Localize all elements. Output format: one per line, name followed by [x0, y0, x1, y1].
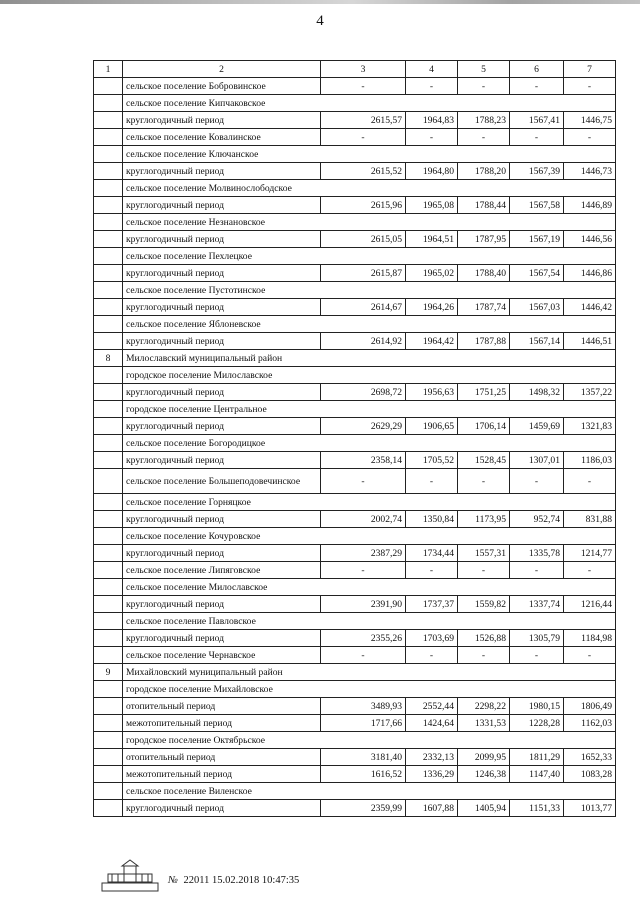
table-row [94, 630, 616, 647]
value-cell: 1173,95 [458, 511, 510, 528]
value-cell: 1405,94 [458, 800, 510, 817]
row-name-cell: сельское поселение Незнановское [123, 214, 616, 231]
row-name-cell: сельское поселение Бобровинское [123, 78, 321, 95]
tariff-table [93, 60, 616, 817]
value-cell: 1321,83 [564, 418, 616, 435]
row-index-cell [94, 749, 123, 766]
row-index-cell [94, 783, 123, 800]
row-index-cell [94, 469, 123, 494]
value-cell: 1350,84 [406, 511, 458, 528]
row-index-cell [94, 248, 123, 265]
row-index-cell: 8 [94, 350, 123, 367]
value-cell: 1013,77 [564, 800, 616, 817]
value-cell: 1787,74 [458, 299, 510, 316]
table-row [94, 800, 616, 817]
table-row [94, 732, 616, 749]
row-name-cell: круглогодичный период [123, 384, 321, 401]
value-cell: 1567,14 [510, 333, 564, 350]
value-cell: 1337,74 [510, 596, 564, 613]
row-name-cell: сельское поселение Горняцкое [123, 494, 616, 511]
value-cell: 1083,28 [564, 766, 616, 783]
document-registration [168, 875, 299, 892]
value-cell: 1162,03 [564, 715, 616, 732]
row-name-cell: сельское поселение Чернавское [123, 647, 321, 664]
value-cell: 1964,26 [406, 299, 458, 316]
value-cell: 1446,56 [564, 231, 616, 248]
row-index-cell [94, 384, 123, 401]
row-index-cell [94, 613, 123, 630]
value-cell: 1446,73 [564, 163, 616, 180]
value-cell: 1459,69 [510, 418, 564, 435]
value-cell: - [564, 78, 616, 95]
value-cell: 1424,64 [406, 715, 458, 732]
value-cell: 1446,42 [564, 299, 616, 316]
table-row [94, 681, 616, 698]
value-cell: - [458, 469, 510, 494]
value-cell: 2629,29 [321, 418, 406, 435]
row-index-cell [94, 435, 123, 452]
table-row [94, 596, 616, 613]
value-cell: 1216,44 [564, 596, 616, 613]
table-row [94, 562, 616, 579]
value-cell: - [458, 647, 510, 664]
value-cell: 2298,22 [458, 698, 510, 715]
value-cell: 2698,72 [321, 384, 406, 401]
row-index-cell [94, 112, 123, 129]
row-index-cell [94, 95, 123, 112]
row-name-cell: сельское поселение Кипчаковское [123, 95, 616, 112]
row-name-cell: Милославский муниципальный район [123, 350, 616, 367]
value-cell: 1788,20 [458, 163, 510, 180]
row-name-cell: сельское поселение Ковалинское [123, 129, 321, 146]
value-cell: 1980,15 [510, 698, 564, 715]
row-name-cell: сельское поселение Пехлецкое [123, 248, 616, 265]
value-cell: - [406, 78, 458, 95]
value-cell: - [564, 129, 616, 146]
value-cell: 1446,86 [564, 265, 616, 282]
value-cell: 1906,65 [406, 418, 458, 435]
row-index-cell [94, 545, 123, 562]
row-name-cell: отопительный период [123, 698, 321, 715]
value-cell: 1616,52 [321, 766, 406, 783]
row-name-cell: круглогодичный период [123, 163, 321, 180]
table-row [94, 401, 616, 418]
table-row [94, 545, 616, 562]
table-row [94, 452, 616, 469]
row-name-cell: круглогодичный период [123, 265, 321, 282]
row-index-cell [94, 681, 123, 698]
value-cell: 1214,77 [564, 545, 616, 562]
row-index-cell [94, 282, 123, 299]
value-cell: - [510, 129, 564, 146]
row-name-cell: отопительный период [123, 749, 321, 766]
value-cell: 1705,52 [406, 452, 458, 469]
value-cell: 1964,83 [406, 112, 458, 129]
header-cell: 4 [406, 61, 458, 78]
row-name-cell: круглогодичный период [123, 333, 321, 350]
table-row [94, 316, 616, 333]
row-index-cell: 9 [94, 664, 123, 681]
table-row [94, 78, 616, 95]
value-cell: 1557,31 [458, 545, 510, 562]
row-name-cell: межотопительный период [123, 766, 321, 783]
value-cell: 1331,53 [458, 715, 510, 732]
value-cell: 1717,66 [321, 715, 406, 732]
value-cell: 1956,63 [406, 384, 458, 401]
value-cell: - [510, 469, 564, 494]
value-cell: 1528,45 [458, 452, 510, 469]
row-name-cell: сельское поселение Милославское [123, 579, 616, 596]
value-cell: - [510, 78, 564, 95]
table-row [94, 333, 616, 350]
table-row [94, 613, 616, 630]
row-name-cell: круглогодичный период [123, 197, 321, 214]
value-cell: 1788,23 [458, 112, 510, 129]
table-row [94, 579, 616, 596]
table-row [94, 282, 616, 299]
row-index-cell [94, 78, 123, 95]
value-cell: 1184,98 [564, 630, 616, 647]
value-cell: 1567,58 [510, 197, 564, 214]
row-index-cell [94, 528, 123, 545]
table-row [94, 418, 616, 435]
row-name-cell: сельское поселение Богородицкое [123, 435, 616, 452]
value-cell: 1336,29 [406, 766, 458, 783]
value-cell: - [510, 562, 564, 579]
row-index-cell [94, 299, 123, 316]
table-row [94, 749, 616, 766]
table-row [94, 664, 616, 681]
value-cell: - [564, 469, 616, 494]
value-cell: 2002,74 [321, 511, 406, 528]
table-row [94, 698, 616, 715]
row-name-cell: городское поселение Милославское [123, 367, 616, 384]
value-cell: 1788,44 [458, 197, 510, 214]
table-row [94, 129, 616, 146]
value-cell: - [564, 562, 616, 579]
row-index-cell [94, 214, 123, 231]
value-cell: 2359,99 [321, 800, 406, 817]
value-cell: 1751,25 [458, 384, 510, 401]
value-cell: - [321, 647, 406, 664]
value-cell: 1446,51 [564, 333, 616, 350]
value-cell: 1147,40 [510, 766, 564, 783]
row-name-cell: Михайловский муниципальный район [123, 664, 616, 681]
table-row [94, 783, 616, 800]
value-cell: 1559,82 [458, 596, 510, 613]
value-cell: - [406, 647, 458, 664]
value-cell: 1357,22 [564, 384, 616, 401]
row-name-cell: сельское поселение Кочуровское [123, 528, 616, 545]
row-name-cell: сельское поселение Павловское [123, 613, 616, 630]
value-cell: 2615,05 [321, 231, 406, 248]
header-cell: 6 [510, 61, 564, 78]
row-index-cell [94, 766, 123, 783]
value-cell: 2615,57 [321, 112, 406, 129]
value-cell: - [321, 129, 406, 146]
row-index-cell [94, 163, 123, 180]
value-cell: - [321, 562, 406, 579]
table-row [94, 494, 616, 511]
row-index-cell [94, 418, 123, 435]
header-row [94, 61, 616, 78]
row-index-cell [94, 732, 123, 749]
row-name-cell: круглогодичный период [123, 231, 321, 248]
row-name-cell: круглогодичный период [123, 596, 321, 613]
row-index-cell [94, 596, 123, 613]
value-cell: 1964,51 [406, 231, 458, 248]
row-index-cell [94, 630, 123, 647]
value-cell: 1787,95 [458, 231, 510, 248]
row-index-cell [94, 265, 123, 282]
table-row [94, 214, 616, 231]
value-cell: 1964,42 [406, 333, 458, 350]
value-cell: 1335,78 [510, 545, 564, 562]
table-row [94, 95, 616, 112]
value-cell: 1734,44 [406, 545, 458, 562]
row-index-cell [94, 197, 123, 214]
row-name-cell: сельское поселение Виленское [123, 783, 616, 800]
value-cell: - [321, 469, 406, 494]
value-cell: - [321, 78, 406, 95]
table-row [94, 231, 616, 248]
table-row [94, 180, 616, 197]
row-index-cell [94, 800, 123, 817]
value-cell: 2552,44 [406, 698, 458, 715]
value-cell: 1706,14 [458, 418, 510, 435]
row-index-cell [94, 579, 123, 596]
row-name-cell: круглогодичный период [123, 418, 321, 435]
row-index-cell [94, 401, 123, 418]
value-cell: 3181,40 [321, 749, 406, 766]
value-cell: 2614,67 [321, 299, 406, 316]
row-index-cell [94, 146, 123, 163]
value-cell: 1787,88 [458, 333, 510, 350]
value-cell: 1965,02 [406, 265, 458, 282]
table-row [94, 766, 616, 783]
value-cell: 3489,93 [321, 698, 406, 715]
value-cell: 1567,41 [510, 112, 564, 129]
row-index-cell [94, 333, 123, 350]
value-cell: 1526,88 [458, 630, 510, 647]
value-cell: 1567,54 [510, 265, 564, 282]
header-cell: 2 [123, 61, 321, 78]
value-cell: 1652,33 [564, 749, 616, 766]
value-cell: - [458, 78, 510, 95]
value-cell: 1788,40 [458, 265, 510, 282]
table-row [94, 197, 616, 214]
value-cell: 831,88 [564, 511, 616, 528]
row-index-cell [94, 647, 123, 664]
value-cell: 1737,37 [406, 596, 458, 613]
value-cell: - [510, 647, 564, 664]
row-index-cell [94, 452, 123, 469]
value-cell: 1703,69 [406, 630, 458, 647]
value-cell: - [564, 647, 616, 664]
row-index-cell [94, 180, 123, 197]
row-name-cell: сельское поселение Липяговское [123, 562, 321, 579]
value-cell: 1567,39 [510, 163, 564, 180]
value-cell: 2358,14 [321, 452, 406, 469]
value-cell: - [458, 129, 510, 146]
table-row [94, 248, 616, 265]
row-index-cell [94, 231, 123, 248]
value-cell: 1964,80 [406, 163, 458, 180]
row-name-cell: сельское поселение Большеподовечинское [123, 469, 321, 494]
value-cell: 1811,29 [510, 749, 564, 766]
number-sign: № [168, 875, 178, 886]
value-cell: 1965,08 [406, 197, 458, 214]
document-timestamp: 15.02.2018 10:47:35 [212, 875, 300, 886]
value-cell: - [406, 562, 458, 579]
header-cell: 1 [94, 61, 123, 78]
table-row [94, 469, 616, 494]
value-cell: 2615,87 [321, 265, 406, 282]
row-name-cell: круглогодичный период [123, 545, 321, 562]
row-name-cell: сельское поселение Молвинослободское [123, 180, 616, 197]
table-row [94, 299, 616, 316]
value-cell: 2099,95 [458, 749, 510, 766]
value-cell: 1446,89 [564, 197, 616, 214]
row-name-cell: круглогодичный период [123, 630, 321, 647]
table-row [94, 528, 616, 545]
row-name-cell: круглогодичный период [123, 511, 321, 528]
value-cell: 1246,38 [458, 766, 510, 783]
row-name-cell: межотопительный период [123, 715, 321, 732]
value-cell: 2355,26 [321, 630, 406, 647]
page-number: 4 [316, 13, 324, 29]
table-row [94, 146, 616, 163]
value-cell: 1498,32 [510, 384, 564, 401]
row-index-cell [94, 511, 123, 528]
scan-edge-noise [0, 0, 640, 4]
table-row [94, 715, 616, 732]
row-name-cell: круглогодичный период [123, 299, 321, 316]
value-cell: - [406, 129, 458, 146]
value-cell: - [458, 562, 510, 579]
value-cell: 1567,19 [510, 231, 564, 248]
row-name-cell: круглогодичный период [123, 452, 321, 469]
table-row [94, 350, 616, 367]
row-name-cell: сельское поселение Пустотинское [123, 282, 616, 299]
value-cell: 2391,90 [321, 596, 406, 613]
row-name-cell: сельское поселение Ключанское [123, 146, 616, 163]
value-cell: 2615,52 [321, 163, 406, 180]
value-cell: 1567,03 [510, 299, 564, 316]
value-cell: 1186,03 [564, 452, 616, 469]
row-index-cell [94, 698, 123, 715]
value-cell: 1305,79 [510, 630, 564, 647]
header-cell: 7 [564, 61, 616, 78]
building-logo-icon [100, 858, 160, 892]
value-cell: - [406, 469, 458, 494]
value-cell: 2615,96 [321, 197, 406, 214]
value-cell: 1607,88 [406, 800, 458, 817]
row-index-cell [94, 316, 123, 333]
document-footer [100, 852, 400, 892]
value-cell: 2332,13 [406, 749, 458, 766]
table-row [94, 647, 616, 664]
table-row [94, 265, 616, 282]
value-cell: 1228,28 [510, 715, 564, 732]
row-index-cell [94, 129, 123, 146]
table-row [94, 112, 616, 129]
table-row [94, 163, 616, 180]
value-cell: 1307,01 [510, 452, 564, 469]
value-cell: 2387,29 [321, 545, 406, 562]
row-index-cell [94, 562, 123, 579]
row-index-cell [94, 494, 123, 511]
table-row [94, 367, 616, 384]
header-cell: 3 [321, 61, 406, 78]
value-cell: 2614,92 [321, 333, 406, 350]
row-index-cell [94, 715, 123, 732]
table-row [94, 384, 616, 401]
table-row [94, 435, 616, 452]
row-name-cell: круглогодичный период [123, 112, 321, 129]
row-name-cell: круглогодичный период [123, 800, 321, 817]
row-name-cell: городское поселение Октябрьское [123, 732, 616, 749]
value-cell: 952,74 [510, 511, 564, 528]
header-cell: 5 [458, 61, 510, 78]
value-cell: 1806,49 [564, 698, 616, 715]
row-index-cell [94, 367, 123, 384]
table-row [94, 511, 616, 528]
row-name-cell: сельское поселение Яблоневское [123, 316, 616, 333]
value-cell: 1151,33 [510, 800, 564, 817]
row-name-cell: городское поселение Центральное [123, 401, 616, 418]
row-name-cell: городское поселение Михайловское [123, 681, 616, 698]
document-number: 22011 [183, 875, 210, 886]
value-cell: 1446,75 [564, 112, 616, 129]
